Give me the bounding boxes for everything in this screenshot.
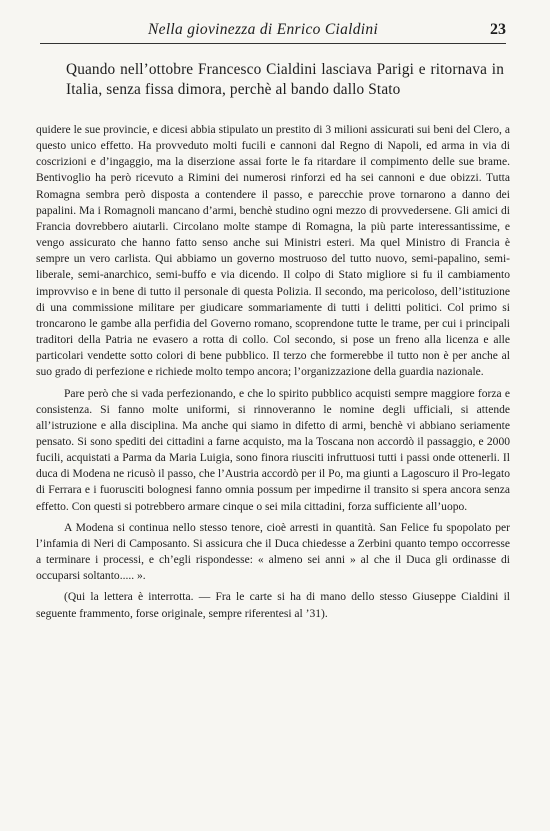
page-number: 23	[490, 21, 506, 38]
body-paragraph: quidere le sue provincie, e dicesi abbia stipulato un prestito di 3 milioni assicurati sui beni del Clero, a questo unico effetto. Ha provveduto molti fucili e cannoni dal Regno di Napoli, ed arma in via di coscrizioni e d’ingaggio, ma la diserzione assai forte le fa ritardare il compimento delle sue brame. Bentivoglio ha però ricevuto a Rimini dei numerosi rinforzi ed ha sei cannoni e due obizzi. Tutta Romagna sembra però disposta a contendere il passo, e parecchie prove tornarono a danno dei papalini. Ma i Romagnoli mancano d’armi, benchè studino ogni mezzo di provvedersene. Gli amici di Francia dovrebbero aiutarli. Circolano molte stampe di Romagna, la più parte interessantissime, e vengo assicurato che hanno fatto senso anche sui Ministri esteri. Ma quel Ministro di Francia è sempre un vero carlista. Qui abbiamo un governo mostruoso del tutto nuovo, semi-papalino, semi-liberale, semi-anarchico, semi-buffo e via dicendo. Il colpo di Stato migliore si fu il cambiamento improvviso e in bene di tutto il personale di questa Polizia. Il secondo, ma pericoloso, dell’istituzione di una commissione militare per giudicare sommariamente di tutti i delitti politici. Col primo si troncarono le gambe alla perfidia del Governo romano, scoprendone tutte le trame, per cui i principali traditori della Patria ne evasero a rotta di collo. Col secondo, si pose un freno alla licenza e alle particolari vendette sotto colori di bene pubblico. Il terzo che formerebbe il tutto non è per anche al suo grado di perfezione e richiede molto tempo ancora; l’organizzazione della guardia nazionale.	[36, 124, 510, 379]
page-header	[40, 14, 506, 44]
editorial-note: (Qui la lettera è interrotta. — Fra le carte si ha di mano dello stesso Giuseppe Cialdini il seguente frammento, forse originale, sempre riferentesi al ’31).	[36, 591, 510, 620]
body-paragraph: Pare però che si vada perfezionando, e che lo spirito pubblico acquisti sempre maggiore forza e consistenza. Si fanno molte uniformi, si rinnoveranno le nomine degli ufficiali, si attende all’istruzione e alla disciplina. Ma anche qui siamo in difetto di armi, benchè vi abbiano seriamente pensato. Si sono spediti dei cittadini a farne acquisto, ma la Toscana non accordò il passaggio, e 2000 fucili, acquistati a Parma da Maria Luigia, sono finora riusciti infruttuosi tutti i passi onde ottenerli. Il duca di Modena ne ricusò il passo, che l’Austria accordò per il Po, ma giunti a Lagoscuro il Pro-legato di Ferrara e i fuorusciti bolognesi fanno omnia possum per impedirne il transito si spera ancora senza effetto. Con questi si potrebbero armare cinque o sei mila cittadini, forza sufficiente all’uopo.	[36, 387, 510, 513]
body-paragraph: A Modena si continua nello stesso tenore, cioè arresti in quantità. San Felice fu spopolato per l’infamia di Neri di Camposanto. Si assicura che il Duca chiedesse a Zerbini quanto tempo occorresse a terminare i processi, e ch’egli rispondesse: « almeno sei anni » al che il Duca gli ordinasse di occuparsi soltanto..... ».	[36, 521, 510, 583]
lead-text: Quando nell’ottobre Francesco Cialdini lasciava Parigi e ritornava in Italia, senza fissa dimora, perchè al bando dallo Stato	[66, 61, 504, 98]
quoted-letter-body	[36, 122, 510, 622]
running-head: Nella giovinezza di Enrico Cialdini	[148, 21, 379, 38]
lead-paragraph	[66, 60, 504, 100]
